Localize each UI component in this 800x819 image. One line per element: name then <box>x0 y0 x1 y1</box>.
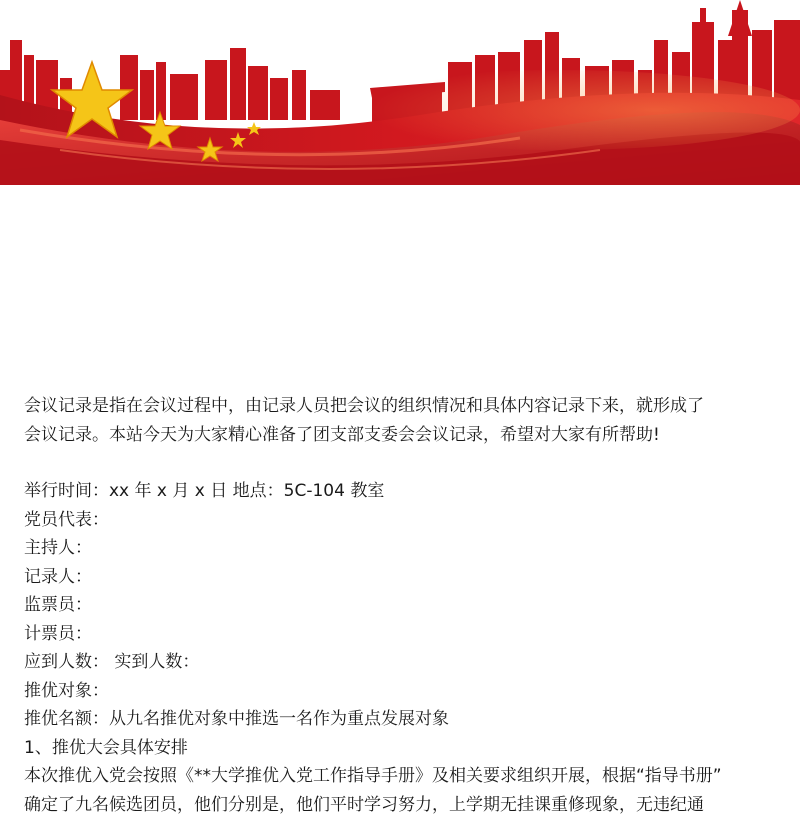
field-recorder: 记录人： <box>24 563 784 592</box>
intro-line: 会议记录。本站今天为大家精心准备了团支部支委会会议记录，希望对大家有所帮助! <box>24 421 784 450</box>
header-banner <box>0 0 800 185</box>
field-party-representative: 党员代表： <box>24 506 784 535</box>
field-attendance: 应到人数： 实到人数： <box>24 648 784 677</box>
field-vote-supervisor: 监票员： <box>24 591 784 620</box>
section-heading: 1、推优大会具体安排 <box>24 734 784 763</box>
intro-line: 会议记录是指在会议过程中，由记录人员把会议的组织情况和具体内容记录下来，就形成了 <box>24 392 784 421</box>
field-vote-counter: 计票员： <box>24 620 784 649</box>
document-body <box>24 392 784 819</box>
section-paragraph-line: 确定了九名候选团员，他们分别是，他们平时学习努力，上学期无挂课重修现象，无违纪通 <box>24 791 784 819</box>
section-paragraph-line: 本次推优入党会按照《**大学推优入党工作指导手册》及相关要求组织开展，根据“指导书册” <box>24 762 784 791</box>
field-time-place: 举行时间：xx 年 x 月 x 日 地点：5C-104 教室 <box>24 477 784 506</box>
skyline-ribbon-graphic <box>0 0 800 185</box>
field-candidates: 推优对象： <box>24 677 784 706</box>
field-quota: 推优名额：从九名推优对象中推选一名作为重点发展对象 <box>24 705 784 734</box>
field-host: 主持人： <box>24 534 784 563</box>
